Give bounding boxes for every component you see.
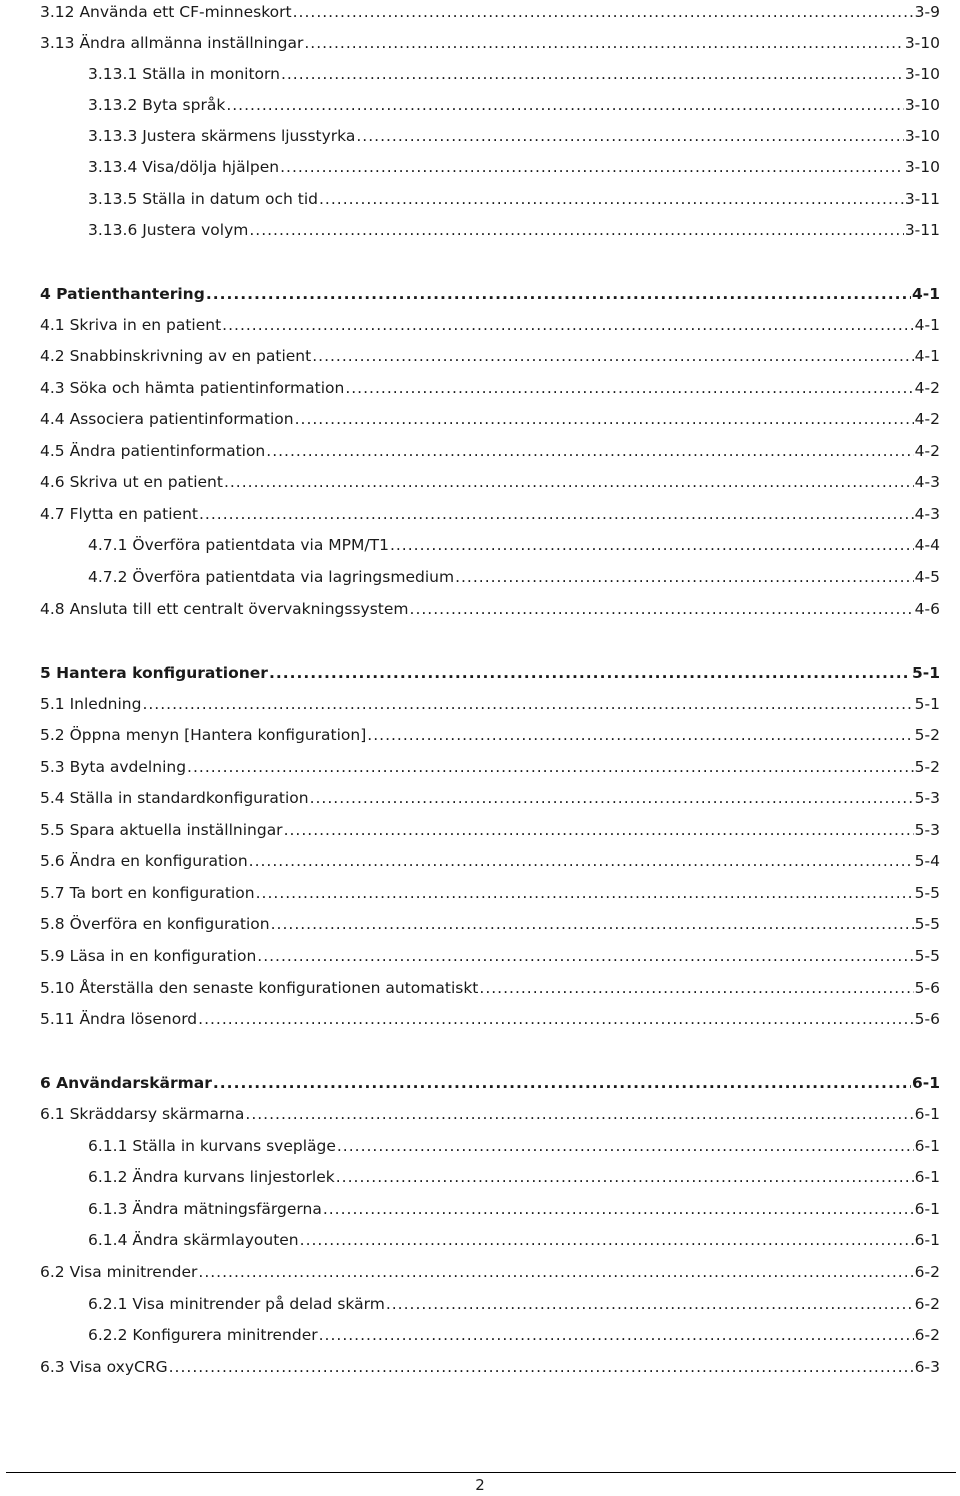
dot-leader	[142, 692, 913, 716]
toc-entry-title: 4.8 Ansluta till ett centralt övervakningssystem	[40, 600, 409, 618]
toc-entry[interactable]	[40, 313, 940, 337]
dot-leader	[293, 0, 914, 24]
toc-entry[interactable]	[88, 1292, 940, 1316]
toc-entry[interactable]	[40, 1007, 940, 1031]
toc-entry[interactable]	[88, 1197, 940, 1221]
toc-entry-page: 6-2	[914, 1263, 940, 1281]
toc-entry-title: 6.1.2 Ändra kurvans linjestorlek	[88, 1168, 335, 1186]
dot-leader	[206, 282, 911, 306]
toc-entry-title: 5.8 Överföra en konfiguration	[40, 915, 270, 933]
toc-entry-title: 5.10 Återställa den senaste konfigurationen automatiskt	[40, 979, 479, 997]
toc-entry-title: 3.13.1 Ställa in monitorn	[88, 65, 280, 83]
toc-entry-page: 3-10	[904, 158, 940, 176]
toc-entry-page: 5-2	[914, 758, 940, 776]
toc-entry[interactable]	[40, 818, 940, 842]
toc-entry[interactable]	[40, 597, 940, 621]
toc-entry-title: 4.4 Associera patientinformation	[40, 410, 294, 428]
toc-entry[interactable]	[88, 1165, 940, 1189]
toc-entry[interactable]	[88, 1323, 940, 1347]
toc-entry-page: 5-1	[914, 695, 940, 713]
toc-entry-title: 3.13.6 Justera volym	[88, 221, 249, 239]
page-number: 2	[475, 1476, 485, 1494]
toc-entry-page: 4-1	[914, 347, 940, 365]
toc-entry-page: 6-3	[914, 1358, 940, 1376]
dot-leader	[336, 1165, 914, 1189]
toc-entry-title: 6.2.1 Visa minitrender på delad skärm	[88, 1295, 385, 1313]
toc-entry-title: 4.5 Ändra patientinformation	[40, 442, 266, 460]
toc-entry-page: 6-1	[914, 1137, 940, 1155]
toc-entry-page: 5-5	[914, 884, 940, 902]
dot-leader	[256, 881, 914, 905]
toc-entry[interactable]	[88, 124, 940, 148]
dot-leader	[390, 533, 914, 557]
toc-entry-title: 4.7.1 Överföra patientdata via MPM/T1	[88, 536, 389, 554]
toc-entry-title: 3.13.5 Ställa in datum och tid	[88, 190, 318, 208]
toc-entry-title: 5.5 Spara aktuella inställningar	[40, 821, 283, 839]
toc-chapter-entry[interactable]	[40, 661, 940, 685]
toc-entry-page: 4-4	[914, 536, 940, 554]
dot-leader	[187, 755, 914, 779]
dot-leader	[386, 1292, 914, 1316]
toc-entry-title: 5.11 Ändra lösenord	[40, 1010, 198, 1028]
toc-entry-title: 6.1.3 Ändra mätningsfärgerna	[88, 1200, 322, 1218]
toc-entry-page: 6-1	[911, 1074, 940, 1092]
toc-entry-title: 4.3 Söka och hämta patientinformation	[40, 379, 345, 397]
dot-leader	[284, 818, 914, 842]
toc-entry[interactable]	[40, 376, 940, 400]
toc-entry-page: 5-1	[911, 664, 940, 682]
dot-leader	[213, 1071, 911, 1095]
toc-entry[interactable]	[40, 692, 940, 716]
toc-entry[interactable]	[40, 439, 940, 463]
toc-entry-page: 3-9	[914, 3, 940, 21]
toc-entry[interactable]	[40, 849, 940, 873]
toc-entry-page: 3-10	[904, 96, 940, 114]
toc-entry-title: 4.7 Flytta en patient	[40, 505, 198, 523]
toc-entry[interactable]	[88, 533, 940, 557]
dot-leader	[280, 155, 904, 179]
dot-leader	[199, 502, 914, 526]
toc-entry[interactable]	[40, 0, 940, 24]
dot-leader	[337, 1134, 914, 1158]
dot-leader	[367, 723, 913, 747]
toc-entry-page: 5-2	[914, 726, 940, 744]
toc-entry-page: 6-1	[914, 1200, 940, 1218]
toc-entry-page: 3-10	[904, 34, 940, 52]
dot-leader	[224, 470, 914, 494]
dot-leader	[266, 439, 913, 463]
dot-leader	[281, 62, 904, 86]
toc-entry-page: 3-11	[904, 221, 940, 239]
toc-entry-title: 5.9 Läsa in en konfiguration	[40, 947, 257, 965]
toc-entry-page: 5-6	[914, 1010, 940, 1028]
toc-entry[interactable]	[88, 218, 940, 242]
toc-entry-page: 3-11	[904, 190, 940, 208]
toc-entry-title: 6.1 Skräddarsy skärmarna	[40, 1105, 245, 1123]
toc-entry-page: 5-6	[914, 979, 940, 997]
dot-leader	[479, 976, 913, 1000]
toc-entry[interactable]	[88, 1228, 940, 1252]
toc-entry[interactable]	[88, 565, 940, 589]
dot-leader	[455, 565, 914, 589]
dot-leader	[198, 1260, 913, 1284]
toc-entry[interactable]	[40, 944, 940, 968]
toc-entry-title: 5 Hantera konfigurationer	[40, 664, 268, 682]
toc-entry-title: 4.2 Snabbinskrivning av en patient	[40, 347, 312, 365]
dot-leader	[345, 376, 913, 400]
dot-leader	[319, 1323, 914, 1347]
toc-entry-page: 4-3	[914, 505, 940, 523]
toc-entry-page: 3-10	[904, 127, 940, 145]
toc-entry-title: 6.1.1 Ställa in kurvans svepläge	[88, 1137, 336, 1155]
toc-entry[interactable]	[88, 1134, 940, 1158]
toc-entry[interactable]	[88, 93, 940, 117]
toc-entry[interactable]	[40, 723, 940, 747]
dot-leader	[226, 93, 904, 117]
toc-chapter-entry[interactable]	[40, 282, 940, 306]
toc-entry[interactable]	[40, 755, 940, 779]
toc-chapter-entry[interactable]	[40, 1071, 940, 1095]
dot-leader	[310, 786, 914, 810]
dot-leader	[304, 31, 903, 55]
toc-entry-page: 5-5	[914, 947, 940, 965]
dot-leader	[356, 124, 903, 148]
toc-entry[interactable]	[40, 344, 940, 368]
toc-entry-title: 4.7.2 Överföra patientdata via lagringsmedium	[88, 568, 455, 586]
toc-entry[interactable]	[40, 502, 940, 526]
toc-entry-page: 4-1	[914, 316, 940, 334]
toc-entry[interactable]	[40, 976, 940, 1000]
dot-leader	[245, 1102, 913, 1126]
toc-entry-page: 4-3	[914, 473, 940, 491]
toc-entry-page: 6-1	[914, 1105, 940, 1123]
toc-entry-title: 5.4 Ställa in standardkonfiguration	[40, 789, 309, 807]
toc-entry[interactable]	[40, 1260, 940, 1284]
toc-entry[interactable]	[40, 1102, 940, 1126]
toc-entry-title: 3.13 Ändra allmänna inställningar	[40, 34, 304, 52]
toc-entry-page: 6-1	[914, 1231, 940, 1249]
toc-entry-title: 6.2 Visa minitrender	[40, 1263, 198, 1281]
dot-leader	[198, 1007, 914, 1031]
footer-rule	[6, 1472, 956, 1473]
toc-entry-page: 5-4	[914, 852, 940, 870]
toc-entry[interactable]	[40, 881, 940, 905]
toc-entry-title: 3.13.2 Byta språk	[88, 96, 226, 114]
toc-entry[interactable]	[88, 155, 940, 179]
toc-entry-page: 4-1	[911, 285, 940, 303]
toc-entry-page: 5-5	[914, 915, 940, 933]
toc-entry-title: 6.1.4 Ändra skärmlayouten	[88, 1231, 299, 1249]
toc-entry-title: 5.2 Öppna menyn [Hantera konfiguration]	[40, 726, 367, 744]
dot-leader	[319, 187, 904, 211]
dot-leader	[410, 597, 914, 621]
toc-entry-title: 5.7 Ta bort en konfiguration	[40, 884, 255, 902]
toc-entry-title: 3.13.4 Visa/dölja hjälpen	[88, 158, 280, 176]
toc-entry[interactable]	[40, 1355, 940, 1379]
toc-entry-title: 4 Patienthantering	[40, 285, 205, 303]
toc-entry-title: 6 Användarskärmar	[40, 1074, 212, 1092]
toc-entry[interactable]	[40, 31, 940, 55]
toc-entry-title: 3.12 Använda ett CF-minneskort	[40, 3, 292, 21]
toc-entry[interactable]	[40, 912, 940, 936]
toc-entry[interactable]	[40, 786, 940, 810]
dot-leader	[222, 313, 914, 337]
dot-leader	[271, 912, 914, 936]
toc-entry-title: 4.6 Skriva ut en patient	[40, 473, 223, 491]
toc-entry[interactable]	[88, 187, 940, 211]
toc-entry-title: 3.13.3 Justera skärmens ljusstyrka	[88, 127, 356, 145]
toc-entry-title: 5.3 Byta avdelning	[40, 758, 187, 776]
toc-entry-page: 4-2	[914, 410, 940, 428]
toc-entry-page: 4-5	[914, 568, 940, 586]
toc-entry-page: 5-3	[914, 821, 940, 839]
toc-entry-title: 4.1 Skriva in en patient	[40, 316, 222, 334]
dot-leader	[295, 407, 914, 431]
toc-entry-page: 4-2	[914, 442, 940, 460]
dot-leader	[269, 661, 911, 685]
toc-entry-title: 6.3 Visa oxyCRG	[40, 1358, 168, 1376]
toc-entry-page: 6-2	[914, 1326, 940, 1344]
toc-entry-page: 5-3	[914, 789, 940, 807]
toc-entry[interactable]	[40, 407, 940, 431]
toc-entry-title: 5.6 Ändra en konfiguration	[40, 852, 248, 870]
dot-leader	[257, 944, 913, 968]
dot-leader	[249, 218, 903, 242]
dot-leader	[323, 1197, 914, 1221]
toc-entry-title: 6.2.2 Konfigurera minitrender	[88, 1326, 318, 1344]
dot-leader	[312, 344, 913, 368]
toc-entry-page: 6-2	[914, 1295, 940, 1313]
toc-entry-title: 5.1 Inledning	[40, 695, 142, 713]
dot-leader	[249, 849, 914, 873]
toc-entry-page: 4-6	[914, 600, 940, 618]
toc-entry[interactable]	[88, 62, 940, 86]
dot-leader	[169, 1355, 914, 1379]
toc-entry-page: 6-1	[914, 1168, 940, 1186]
dot-leader	[300, 1228, 914, 1252]
toc-entry-page: 3-10	[904, 65, 940, 83]
toc-entry[interactable]	[40, 470, 940, 494]
toc-entry-page: 4-2	[914, 379, 940, 397]
